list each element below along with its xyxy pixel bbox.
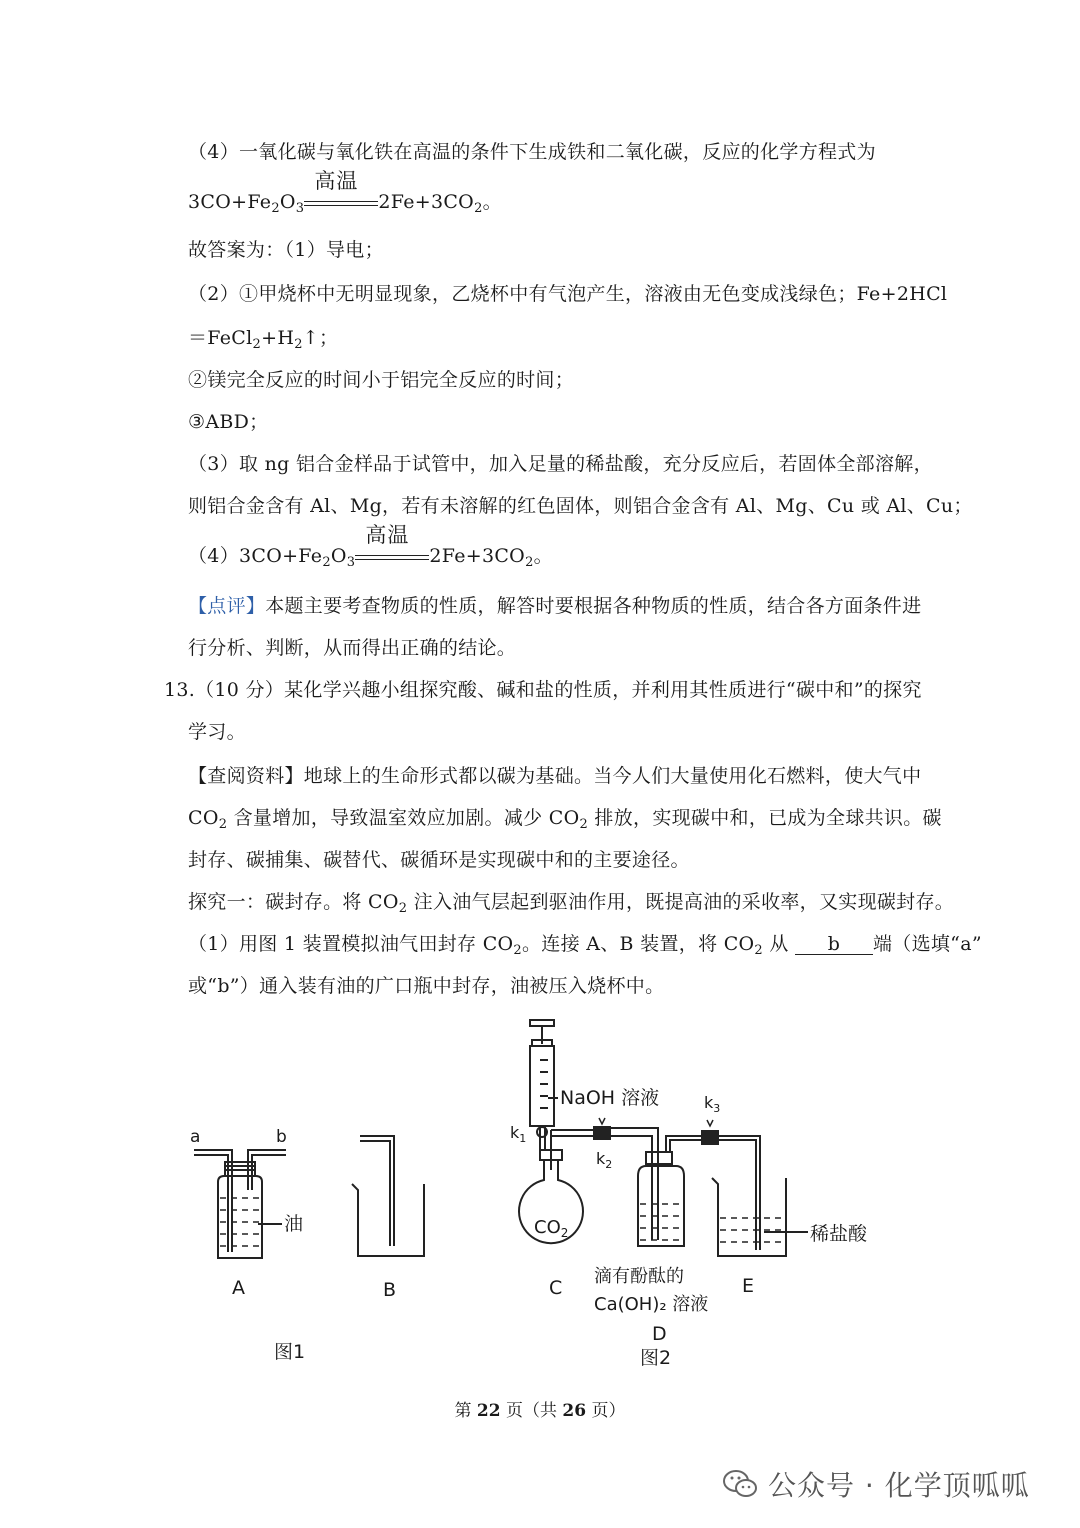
wechat-icon — [722, 1469, 758, 1499]
beaker-b — [352, 1136, 424, 1256]
review-line-2: 行分析、判断，从而得出正确的结论。 — [188, 637, 517, 659]
equation-1: $3CO+Fe_2O_3$ 高温 $2Fe+3CO_2$。 — [188, 169, 502, 216]
bottle-a — [194, 1150, 286, 1258]
oil-liquid — [220, 1198, 260, 1246]
question-1: （1）用图 1 装置模拟油气田封存 $CO_2$。连接 A、B 装置，将 $CO_2$ 从 b 端（选填“a” — [188, 933, 982, 958]
label-oil: 油 — [284, 1213, 304, 1235]
reference-line-1: 【查阅资料】地球上的生命形式都以碳为基础。当今人们大量使用化石燃料，使大气中 — [188, 765, 922, 787]
reference-line-3: 封存、碳捕集、碳替代、碳循环是实现碳中和的主要途径。 — [188, 849, 690, 871]
page-footer: 第 22 页（共 26 页） — [454, 1401, 626, 1421]
answer-summary-3a: （3）取 ng 铝合金样品于试管中，加入足量的稀盐酸，充分反应后，若固体全部溶解， — [188, 453, 933, 475]
question-1-cont: 或“b”）通入装有油的广口瓶中封存，油被压入烧杯中。 — [188, 975, 665, 997]
reference-line-2: $CO_2$ 含量增加，导致温室效应加剧。减少 $CO_2$ 排放，实现碳中和，已成为全球共识。碳 — [188, 807, 942, 832]
label-phenolphthalein: 滴有酚酞的 — [594, 1266, 684, 1287]
figure-2-caption: 图2 — [640, 1347, 672, 1369]
answer-summary-3b: 则铝合金含有 Al、Mg，若有未溶解的红色固体，则铝合金含有 Al、Mg、Cu 或 Al、Cu； — [188, 495, 973, 517]
label-a: a — [190, 1127, 201, 1147]
caption-d: D — [652, 1323, 667, 1345]
explore-1: 探究一：碳封存。将 $CO_2$ 注入油气层起到驱油作用，既提高油的采收率，又实现碳封存。 — [188, 891, 955, 916]
answer-blank: b — [795, 934, 873, 955]
equation-2: $(4)3CO+Fe_2O_3$ 高温 $2Fe+3CO_2$。 — [188, 523, 553, 570]
bottle-d — [638, 1131, 760, 1250]
label-naoh: NaOH 溶液 — [560, 1087, 660, 1109]
page-total: 26 — [562, 1401, 587, 1421]
label-k2: $k_2$ — [596, 1149, 613, 1171]
caption-e: E — [742, 1275, 755, 1297]
watermark: 公众号 · 化学顶呱呱 — [722, 1464, 1030, 1504]
answer-summary-1: 故答案为：（1）导电； — [188, 239, 384, 261]
label-k1: $k_1$ — [510, 1123, 527, 1145]
question-13-head-cont: 学习。 — [188, 721, 246, 743]
answer-summary-2c: ③ABD； — [188, 411, 269, 433]
answer-part4-intro: （4）一氧化碳与氧化铁在高温的条件下生成铁和二氧化碳，反应的化学方程式为 — [188, 141, 876, 163]
label-b: b — [276, 1127, 287, 1147]
answer-summary-2a-cont: $=FeCl_2+H_2↑$； — [188, 327, 339, 352]
review-tag: 【点评】 — [188, 595, 266, 617]
label-hcl: 稀盐酸 — [810, 1223, 868, 1245]
review-line-1: 【点评】本题主要考查物质的性质，解答时要根据各种物质的性质，结合各方面条件进 — [188, 595, 922, 617]
caption-c: C — [549, 1277, 563, 1299]
answer-summary-2b: ②镁完全反应的时间小于铝完全反应的时间； — [188, 369, 575, 391]
figure-1-caption: 图1 — [274, 1341, 306, 1363]
page-number: 22 — [476, 1401, 501, 1421]
caption-a: A — [232, 1277, 245, 1299]
caption-b: B — [383, 1279, 397, 1301]
question-13-head: 13.（10 分）某化学兴趣小组探究酸、碱和盐的性质，并利用其性质进行“碳中和”的探究 — [164, 679, 922, 701]
label-co2: $CO_2$ — [534, 1217, 569, 1240]
label-caoh2: Ca(OH)₂ 溶液 — [594, 1294, 709, 1315]
condition-high-temp: 高温 — [304, 191, 378, 215]
label-k3: $k_3$ — [704, 1093, 721, 1115]
answer-summary-2a: （2）①甲烧杯中无明显现象，乙烧杯中有气泡产生，溶液由无色变成浅绿色；Fe+2HCl — [188, 283, 948, 305]
